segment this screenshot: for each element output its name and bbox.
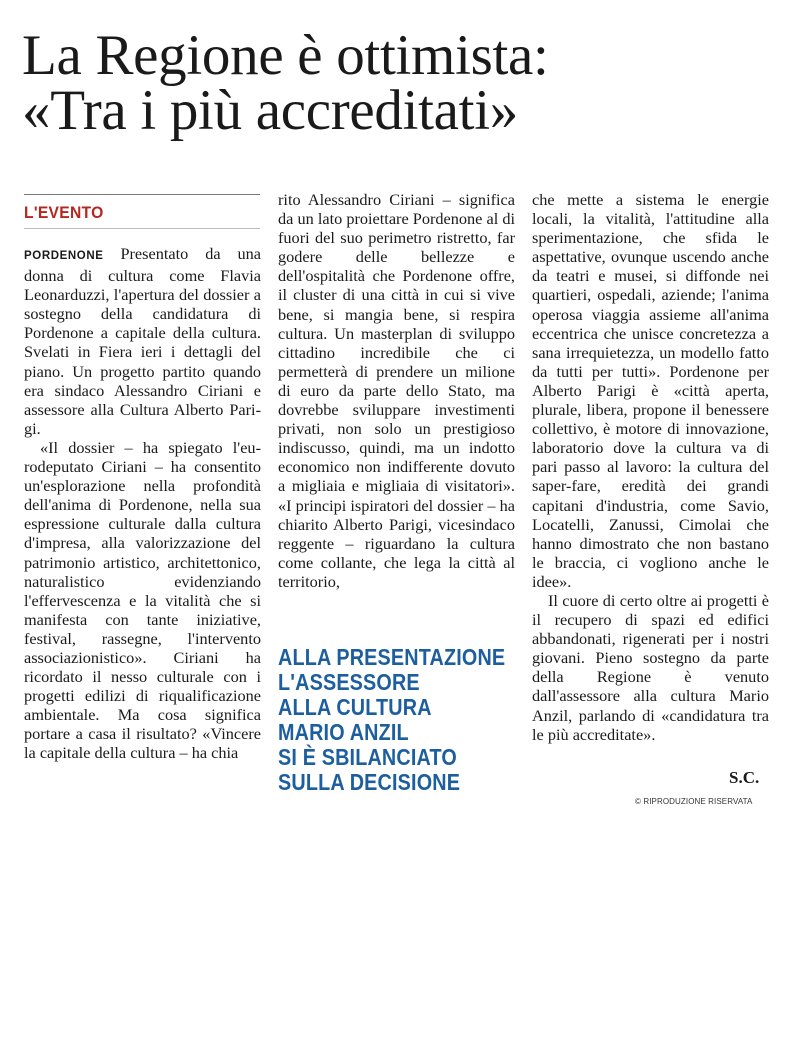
paragraph: che mette a sistema le energie locali, la vitalità, l'attitudine alla sperimentazione, che sfida le aspettative, ovunque uscendo anche da teatri e musei, si diffonde nei quartieri, ospedali, aziende; l'anima operosa viaggia assieme all'anima eccentrica che unisce concretezza a sana irrequietezza, un modello fatto da tutti per tutti». Pordenone per Alberto Parigi è «città aperta, plurale, libera, propone il benessere collettivo, è motore di innovazione, laboratorio dove la cultura va di pari passo al lavoro: la cultura del saper-fare, eredità dei grandi capitani d'industria, come Savio, Locatelli, Zanussi, Cimolai che hanno dimostrato che non bastano le braccia, ci vogliono anche le idee».	[532, 190, 769, 591]
section-rule-top	[24, 194, 260, 195]
section-rule-bottom	[24, 228, 260, 229]
headline-line-2: «Tra i più accreditati»	[22, 79, 518, 142]
section-label: L'EVENTO	[24, 203, 104, 222]
pull-quote-line: ALLA CULTURA	[278, 694, 432, 720]
dateline: PORDENONE	[24, 250, 104, 262]
pull-quote-line: SULLA DECISIONE	[278, 769, 461, 795]
paragraph	[24, 244, 261, 438]
author-signature: S.C.	[729, 768, 760, 787]
pull-quote-line: MARIO ANZIL	[278, 719, 409, 745]
pull-quote	[278, 644, 506, 795]
article-column-1	[24, 244, 261, 763]
pull-quote-line: SI È SBILANCIATO	[278, 744, 457, 770]
paragraph: rito Alessandro Ciriani – significa da un lato proiettare Pordenone al di fuori del suo perimetro ristretto, far godere delle bellezze e dell'ospitalità che Pordenone offre, il cluster di una città in cui si vive bene, si mangia bene, si respira cultura. Un masterplan di sviluppo cittadino incredibile che ci permetterà di prendere un milione di euro da parte dello Stato, ma dovrebbe sviluppare investimenti privati, non solo un prestigioso indiscusso, quindi, ma un indotto economico non indifferente dovuto a migliaia e migliaia di visitatori». «I principi ispiratori del dossier – ha chiarito Alberto Parigi, vicesindaco reggente – riguardano la cultura come collante, che lega la città al territorio,	[278, 190, 515, 591]
pull-quote-line: L'ASSESSORE	[278, 669, 420, 695]
paragraph: Il cuore di certo oltre ai progetti è il recupero di spazi ed edifici abbandonati, rigenerati per i nostri giovani. Pieno sostegno da parte della Regione è venuto dall'assessore alla cultura Mario Anzil, parlando di «candidatura tra le più accreditate».	[532, 590, 769, 744]
headline-line-1: La Regione è ottimista:	[22, 24, 549, 87]
headline	[22, 24, 782, 142]
paragraph: «Il dossier – ha spiegato l'eurodeputato Ciriani – ha consentito un'esplorazione nella profondità dell'anima di Pordenone, nella sua espressione culturale dalla cultura d'impresa, alla valorizzazione del patrimonio artistico, architettonico, naturalistico evidenziando l'effervescenza e la vitalità che si manifesta con tante iniziative, festival, rassegne, l'intervento associazionistico». Ciriani ha ricordato il nesso culturale con i progetti edilizi di riqualificazione ambientale. Ma cosa significa portare a casa il risultato? «Vincere la capitale della cultura – ha chia	[24, 437, 261, 763]
copyright-notice: © RIPRODUZIONE RISERVATA	[635, 797, 753, 806]
paragraph-text: Presentato da una donna di cultura come Flavia Leonarduzzi, l'apertura del dossier a sostegno della candidatura di Pordenone a capitale della cultura. Svelati in Fiera ieri i dettagli del piano. Un progetto partito quando era sindaco Alessandro Ciriani e assessore alla Cultura Alberto Parigi.	[24, 244, 261, 438]
article-column-2	[278, 190, 515, 591]
article-column-3	[532, 190, 769, 744]
pull-quote-line: ALLA PRESENTAZIONE	[278, 644, 506, 670]
